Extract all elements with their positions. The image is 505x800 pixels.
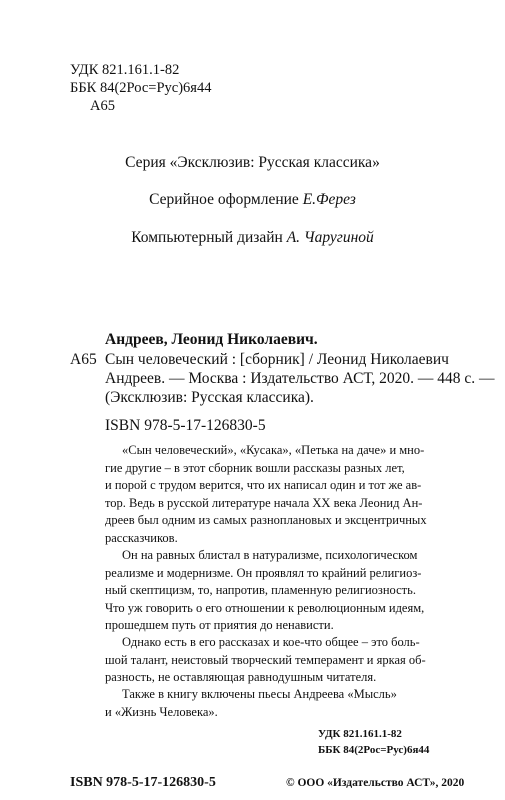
annotation-line: гие другие – в этот сборник вошли рассказы разных лет,: [105, 460, 405, 475]
bbk-code: ББК 84(2Рос=Рус)6я44: [70, 80, 212, 96]
annotation-line: и «Жизнь Человека».: [105, 704, 218, 719]
annotation-line: тор. Ведь в русской литературе начала XX века Леонид Ан-: [105, 495, 423, 510]
annotation-paragraph: [105, 686, 423, 721]
annotation-line: Он на равных блистал в натурализме, психологическом: [122, 548, 418, 562]
biblio-line: (Эксклюзив: Русская классика).: [105, 389, 314, 406]
cover-design-line: [0, 190, 505, 210]
bbk-code-bottom: ББК 84(2Рос=Рус)6я44: [318, 744, 430, 756]
cover-design-label: Серийное оформление: [149, 191, 299, 208]
annotation-paragraph: [105, 442, 427, 547]
annotation-line: прошедшем путь от приятия до ненависти.: [105, 618, 334, 632]
biblio-line: Сын человеческий : [сборник] / Леонид Николаевич: [105, 351, 449, 368]
biblio-line: Андреев. — Москва : Издательство АСТ, 2020. — 448 с. —: [105, 370, 495, 387]
biblio-isbn: ISBN 978-5-17-126830-5: [105, 417, 266, 434]
annotation-line: Также в книгу включены пьесы Андреева «Мысль»: [122, 687, 397, 701]
series-line: Серия «Эксклюзив: Русская классика»: [125, 154, 380, 171]
annotation-line: Однако есть в его рассказах и кое-что общее – это боль-: [122, 635, 420, 649]
footer-isbn: ISBN 978-5-17-126830-5: [70, 775, 216, 790]
computer-design-line: [0, 228, 505, 248]
annotation-line: шой талант, неистовый творческий темперамент и яркая об-: [105, 652, 426, 667]
annotation-line: «Сын человеческий», «Кусака», «Петька на даче» и мно-: [122, 443, 425, 457]
udk-code: УДК 821.161.1-82: [70, 62, 180, 78]
udk-code-bottom: УДК 821.161.1-82: [318, 728, 402, 740]
annotation-paragraph: [105, 634, 426, 687]
annotation-paragraph: [105, 547, 423, 635]
author-heading: Андреев, Леонид Николаевич.: [105, 331, 318, 348]
annotation-line: рассказчиков.: [105, 530, 178, 545]
author-mark: А65: [90, 98, 115, 114]
annotation-line: дреев был одним из самых разноплановых и эксцентричных: [105, 513, 427, 527]
computer-design-label: Компьютерный дизайн: [131, 229, 283, 246]
annotation-line: и порой с трудом верится, что их написал один и тот же ав-: [105, 478, 422, 492]
annotation-line: Что уж говорить о его отношении к революционным идеям,: [105, 600, 425, 615]
annotation-line: разность, не оставляющая равнодушным читателя.: [105, 670, 377, 684]
cover-design-name: Е.Ферез: [302, 191, 356, 208]
annotation-line: реализме и модернизме. Он проявлял то крайний религиоз-: [105, 565, 422, 580]
footer-copyright: © ООО «Издательство АСТ», 2020: [286, 777, 465, 789]
biblio-author-mark: А65: [70, 351, 97, 368]
computer-design-name: А. Чаругиной: [286, 229, 374, 246]
annotation-line: ный скептицизм, то, напротив, пламенную религиозность.: [105, 583, 416, 597]
